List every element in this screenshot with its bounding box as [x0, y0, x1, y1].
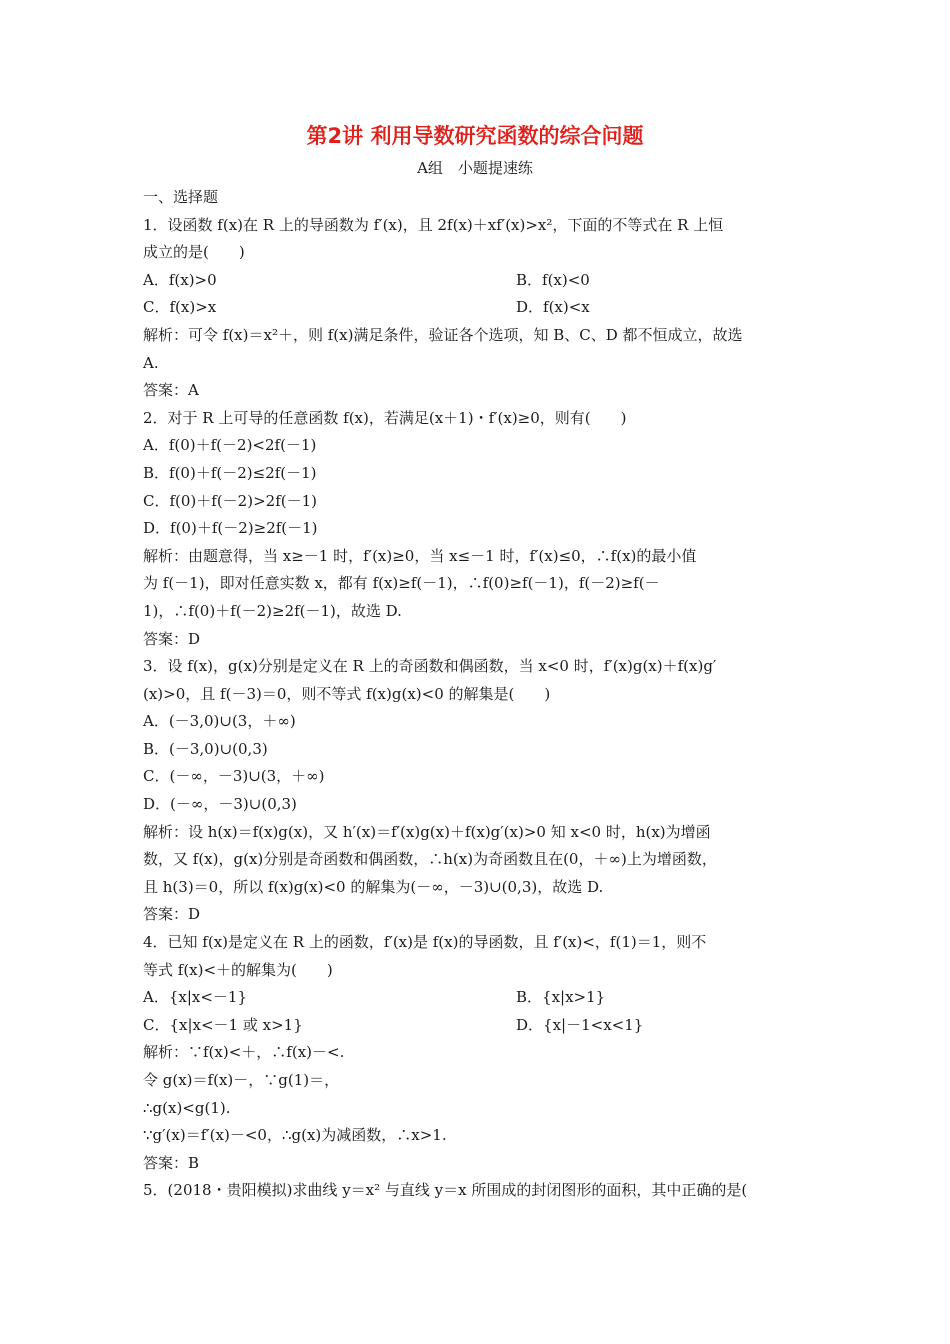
analysis-text: 解析：由题意得，当 x≥－1 时，f′(x)≥0，当 x≤－1 时，f′(x)≤0，∴f(x)的最小值: [143, 546, 697, 565]
page-title: 第2讲 利用导数研究函数的综合问题: [306, 124, 644, 148]
question-stem: 成立的是( ): [143, 243, 245, 262]
analysis-text: ∵g′(x)＝f′(x)－<0，∴g(x)为减函数，∴x>1.: [143, 1126, 447, 1145]
page-subtitle: A组 小题提速练: [417, 159, 533, 177]
option-b: B．{x|x>1}: [516, 988, 606, 1007]
option-d: D．{x|－1<x<1}: [516, 1015, 644, 1034]
question-stem: 等式 f(x)<＋的解集为( ): [143, 960, 333, 979]
analysis-text: 1)，∴f(0)＋f(－2)≥2f(－1)，故选 D.: [143, 601, 402, 620]
question-stem: 3．设 f(x)，g(x)分别是定义在 R 上的奇函数和偶函数，当 x<0 时，f′(x)g(x)＋f(x)g′: [143, 657, 717, 676]
question-2: [143, 405, 811, 653]
option-row: [143, 267, 811, 295]
option-b: B．f(x)<0: [516, 270, 590, 289]
document-body: [143, 184, 811, 1205]
analysis-text: 解析：∵f(x)<＋，∴f(x)－<.: [143, 1043, 345, 1062]
option-c: C．{x|x<－1 或 x>1}: [143, 1015, 303, 1034]
question-3: [143, 653, 811, 929]
option-row: [143, 294, 811, 322]
answer-text: 答案：D: [143, 629, 201, 648]
question-1: [143, 212, 811, 405]
option-a: A．f(0)＋f(－2)<2f(－1): [143, 436, 317, 455]
option-d: D．f(x)<x: [516, 298, 590, 317]
question-stem: 2．对于 R 上可导的任意函数 f(x)，若满足(x＋1)・f′(x)≥0，则有( ): [143, 408, 627, 427]
option-d: D．f(0)＋f(－2)≥2f(－1): [143, 519, 318, 538]
analysis-text: ∴g(x)<g(1).: [143, 1098, 231, 1117]
option-c: C．f(0)＋f(－2)>2f(－1): [143, 491, 317, 510]
answer-text: 答案：B: [143, 1153, 200, 1172]
option-a: A．f(x)>0: [143, 270, 217, 289]
question-stem: 1．设函数 f(x)在 R 上的导函数为 f′(x)，且 2f(x)＋xf′(x)>x²，下面的不等式在 R 上恒: [143, 215, 724, 234]
section-heading: 一、选择题: [143, 188, 219, 206]
analysis-text: 解析：设 h(x)＝f(x)g(x)，又 h′(x)＝f′(x)g(x)＋f(x)g′(x)>0 知 x<0 时，h(x)为增函: [143, 822, 711, 841]
analysis-text: 解析：可令 f(x)＝x²＋，则 f(x)满足条件，验证各个选项，知 B、C、D 都不恒成立，故选: [143, 325, 743, 344]
option-row: [143, 984, 811, 1012]
question-5: [143, 1177, 811, 1205]
answer-text: 答案：A: [143, 381, 199, 400]
option-c: C．f(x)>x: [143, 298, 217, 317]
option-b: B．(－3,0)∪(0,3): [143, 739, 268, 758]
analysis-text: 令 g(x)＝f(x)－，∵g(1)＝，: [143, 1071, 340, 1089]
question-stem: 5．(2018・贵阳模拟)求曲线 y＝x² 与直线 y＝x 所围成的封闭图形的面积，其中正确的是(: [143, 1181, 748, 1200]
answer-text: 答案：D: [143, 905, 201, 924]
option-b: B．f(0)＋f(－2)≤2f(－1): [143, 463, 317, 482]
analysis-text: 且 h(3)＝0，所以 f(x)g(x)<0 的解集为(－∞，－3)∪(0,3)，故选 D.: [143, 877, 604, 896]
option-c: C．(－∞，－3)∪(3，＋∞): [143, 767, 325, 786]
option-d: D．(－∞，－3)∪(0,3): [143, 795, 297, 814]
analysis-text: 数，又 f(x)，g(x)分别是奇函数和偶函数，∴h(x)为奇函数且在(0，＋∞)上为增函数，: [143, 850, 717, 869]
question-stem: (x)>0，且 f(－3)＝0，则不等式 f(x)g(x)<0 的解集是( ): [143, 684, 551, 703]
option-a: A．(－3,0)∪(3，＋∞): [143, 712, 296, 731]
option-row: [143, 1012, 811, 1040]
question-4: [143, 929, 811, 1177]
analysis-text: 为 f(－1)，即对任意实数 x，都有 f(x)≥f(－1)，∴f(0)≥f(－1)，f(－2)≥f(－: [143, 574, 660, 593]
analysis-text: A.: [143, 353, 159, 372]
option-a: A．{x|x<－1}: [143, 988, 248, 1007]
question-stem: 4．已知 f(x)是定义在 R 上的函数，f′(x)是 f(x)的导函数，且 f′(x)<，f(1)＝1，则不: [143, 933, 707, 952]
